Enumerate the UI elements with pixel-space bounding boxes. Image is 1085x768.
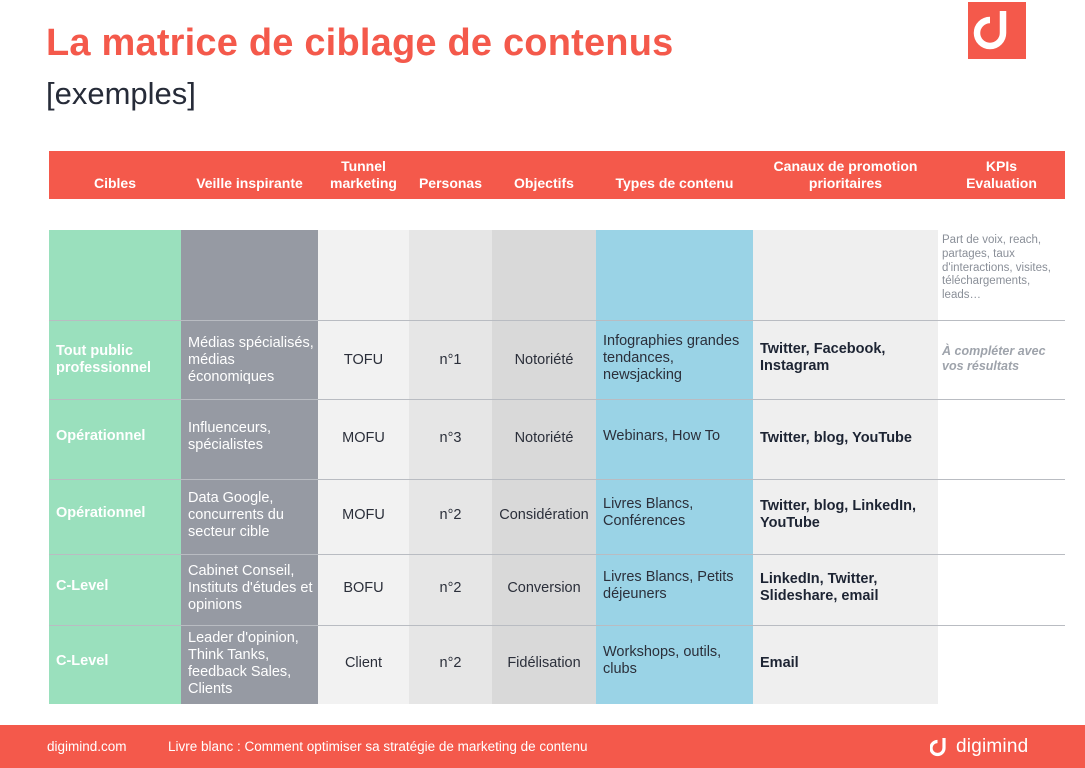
row-0-types: Infographies grandes tendances, newsjacking xyxy=(603,332,740,383)
row-1-objectif: Notoriété xyxy=(514,429,574,446)
row-3-objectif: Conversion xyxy=(507,579,581,596)
row-3-persona: n°2 xyxy=(439,579,462,596)
header-types: Types de contenu xyxy=(615,175,734,191)
header-personas: Personas xyxy=(418,175,483,191)
footer-brand-logo xyxy=(930,735,1028,759)
row-3-veille: Cabinet Conseil, Instituts d'études et opinions xyxy=(188,562,313,613)
row-2-cible: Opérationnel xyxy=(56,504,146,521)
row-4-cible: C-Level xyxy=(56,652,109,669)
digimind-mark-icon xyxy=(930,736,952,758)
header-objectifs: Objectifs xyxy=(514,175,574,191)
header-tunnel: Tunnel marketing xyxy=(330,158,397,191)
row-0-cible: Tout public professionnel xyxy=(56,343,152,376)
header-veille: Veille inspirante xyxy=(196,175,303,191)
row-2-objectif: Considération xyxy=(499,506,589,523)
row-0-persona: n°1 xyxy=(439,351,462,368)
row-3-cible: C-Level xyxy=(56,577,109,594)
row-0-veille: Médias spécialisés, médias économiques xyxy=(188,334,314,385)
header-kpis: KPIs Evaluation xyxy=(966,158,1037,191)
footer xyxy=(0,725,1085,768)
row-4-veille: Leader d'opinion, Think Tanks, feedback Sales, Clients xyxy=(188,630,299,697)
row-2-veille: Data Google, concurrents du secteur cible xyxy=(188,489,284,540)
kpi-note: Part de voix, reach, partages, taux d'interactions, visites, téléchargements, leads… xyxy=(942,234,1051,302)
header-canaux: Canaux de promotion prioritaires xyxy=(773,158,918,191)
digimind-logo-icon xyxy=(968,2,1026,59)
header-cibles: Cibles xyxy=(93,175,136,191)
footer-site-link[interactable]: digimind.com xyxy=(47,739,127,754)
row-3-canaux: LinkedIn, Twitter, Slideshare, email xyxy=(760,571,879,604)
row-2-tunnel: MOFU xyxy=(342,506,385,523)
page-title: La matrice de ciblage de contenus xyxy=(46,22,674,64)
row-3-tunnel: BOFU xyxy=(343,579,384,596)
footer-document-title: Livre blanc : Comment optimiser sa stratégie de marketing de contenu xyxy=(168,739,588,754)
row-2-canaux: Twitter, blog, LinkedIn, YouTube xyxy=(760,498,917,531)
row-1-cible: Opérationnel xyxy=(56,427,146,444)
row-3-types: Livres Blancs, Petits déjeuners xyxy=(603,569,734,602)
row-0-objectif: Notoriété xyxy=(514,351,574,368)
row-1-veille: Influenceurs, spécialistes xyxy=(188,420,272,453)
page-subtitle: [exemples] xyxy=(46,76,196,111)
row-1-tunnel: MOFU xyxy=(342,429,385,446)
row-1-types: Webinars, How To xyxy=(603,427,721,444)
row-4-tunnel: Client xyxy=(344,654,383,671)
row-4-persona: n°2 xyxy=(439,654,462,671)
table-header xyxy=(49,151,1065,199)
row-2-types: Livres Blancs, Conférences xyxy=(603,496,694,529)
row-1-canaux: Twitter, blog, YouTube xyxy=(760,429,912,446)
row-0-canaux: Twitter, Facebook, Instagram xyxy=(760,341,886,374)
kpi-placeholder: À compléter avec vos résultats xyxy=(942,344,1046,373)
row-1-persona: n°3 xyxy=(439,429,462,446)
row-4-types: Workshops, outils, clubs xyxy=(603,644,722,677)
row-4-objectif: Fidélisation xyxy=(507,654,581,671)
row-4-canaux: Email xyxy=(760,654,799,671)
row-2-persona: n°2 xyxy=(439,506,462,523)
digimind-logo xyxy=(968,2,1026,59)
row-0-tunnel: TOFU xyxy=(343,351,384,368)
footer-brand-name: digimind xyxy=(956,736,1029,757)
